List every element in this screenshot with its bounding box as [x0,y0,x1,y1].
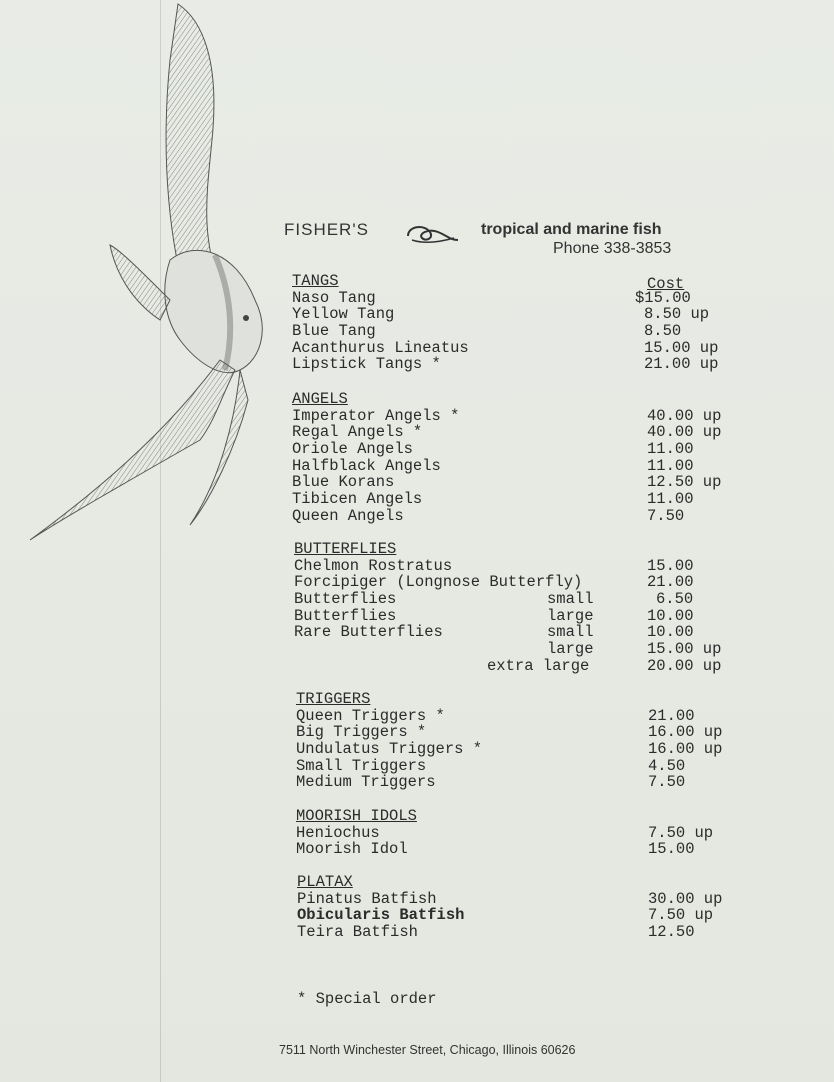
price-row [292,424,742,441]
price-row [292,306,742,323]
item-price: 11.00 [647,440,694,459]
price-row [292,323,742,340]
section-angels [292,391,742,525]
swirl-logo-icon [404,220,460,246]
angelfish-illustration [20,0,280,560]
price-row [292,508,742,525]
store-phone: Phone 338-3853 [553,240,672,257]
price-row [292,458,742,475]
price-row [292,441,742,458]
item-price: 21.00 up [644,355,719,374]
price-row [294,658,744,675]
item-size: large [547,606,594,625]
item-price: 12.50 up [647,473,722,492]
item-price: 4.50 [648,756,686,775]
price-row [292,408,742,425]
item-price: 30.00 up [648,889,723,908]
item-price: 7.50 up [648,906,714,925]
price-row [297,924,747,941]
item-price: 6.50 [656,590,694,609]
item-price: 16.00 up [648,740,723,759]
price-row [294,558,744,575]
item-price: 15.00 [648,840,695,859]
item-price: 8.50 [644,322,682,341]
item-price: 10.00 [647,623,694,642]
item-name: Butterflies [294,606,397,625]
item-price: 12.50 [648,923,695,942]
store-tagline: tropical and marine fish [481,221,662,238]
item-price: 20.00 up [647,656,722,675]
item-name: Regal Angels * [292,423,423,442]
price-row [292,474,742,491]
item-price: 15.00 [647,556,694,575]
price-row [294,608,744,625]
item-name: Yellow Tang [292,305,395,324]
item-price: 11.00 [647,490,694,509]
item-name: Queen Triggers * [296,706,445,725]
price-row [297,907,747,924]
item-price: 40.00 up [647,406,722,425]
item-name: Medium Triggers [296,773,436,792]
price-row [292,356,742,373]
item-name: Naso Tang [292,288,376,307]
item-name: Obicularis Batfish [297,906,465,925]
item-name: Chelmon Rostratus [294,556,453,575]
item-name: Teira Batfish [297,923,418,942]
item-name: Heniochus [296,823,380,842]
section-title: BUTTERFLIES [294,540,397,558]
price-row [292,491,742,508]
store-address: 7511 North Winchester Street, Chicago, Illinois 60626 [279,1043,576,1057]
item-price: 11.00 [647,456,694,475]
item-name: Forcipiger (Longnose Butterfly) [294,573,583,592]
section-title: TANGS [292,272,339,290]
price-row [296,774,746,791]
item-price: 15.00 up [647,640,722,659]
item-name: Butterflies [294,590,397,609]
section-title: MOORISH IDOLS [296,807,417,825]
item-price: 7.50 [648,773,686,792]
item-name: Blue Tang [292,322,376,341]
item-size: large [547,640,594,659]
price-row [294,574,744,591]
section-moorish-idols [296,808,746,858]
item-size: extra large [487,656,590,675]
item-name: Tibicen Angels [292,490,423,509]
store-name: FISHER'S [284,220,369,239]
price-row [292,340,742,357]
price-row [294,591,744,608]
item-price: 7.50 [647,506,685,525]
item-price: 40.00 up [647,423,722,442]
section-tangs [292,273,742,373]
item-name: Blue Korans [292,473,395,492]
item-name: Acanthurus Lineatus [292,338,469,357]
item-name: Oriole Angels [292,440,413,459]
price-row [294,624,744,641]
item-size: small [547,623,594,642]
item-price: $15.00 [635,288,691,307]
section-title: ANGELS [292,390,348,408]
item-name: Imperator Angels * [292,406,460,425]
footnote-special-order: * Special order [297,990,437,1008]
section-title: TRIGGERS [296,690,371,708]
price-row [296,741,746,758]
price-row [294,641,744,658]
price-row [297,891,747,908]
item-name: Halfblack Angels [292,456,441,475]
item-size: small [547,590,594,609]
item-name: Pinatus Batfish [297,889,437,908]
item-price: 21.00 [648,706,695,725]
item-name: Rare Butterflies [294,623,443,642]
price-row [296,825,746,842]
item-price: 10.00 [647,606,694,625]
item-name: Big Triggers * [296,723,427,742]
item-price: 8.50 up [644,305,710,324]
item-price: 21.00 [647,573,694,592]
item-name: Small Triggers [296,756,427,775]
item-price: 16.00 up [648,723,723,742]
section-platax [297,874,747,941]
cost-column-header: Cost [647,275,685,293]
price-row [292,290,742,307]
price-row [296,708,746,725]
section-title: PLATAX [297,873,353,891]
price-row [296,724,746,741]
item-price: 7.50 up [648,823,714,842]
item-price: 15.00 up [644,338,719,357]
item-name: Lipstick Tangs * [292,355,441,374]
price-row [296,841,746,858]
section-butterflies [294,541,744,675]
item-name: Undulatus Triggers * [296,740,483,759]
item-name: Moorish Idol [296,840,408,859]
price-row [296,758,746,775]
section-triggers [296,691,746,791]
item-name: Queen Angels [292,506,404,525]
